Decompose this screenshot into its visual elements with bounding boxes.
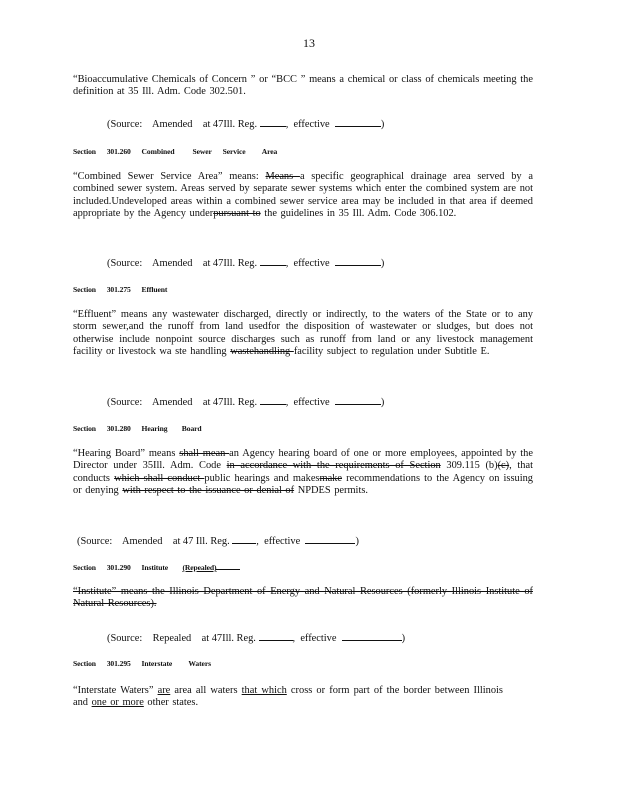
struck-text: pursuant to [213, 208, 261, 220]
definition-text: area all waters [170, 685, 242, 696]
definition-text: “Combined Sewer Service Area” means: [73, 171, 266, 182]
blank-line [335, 256, 381, 266]
source-effective: effective [300, 633, 337, 644]
source-action: Amended [152, 397, 193, 408]
source-label: (Source: [107, 258, 143, 269]
underlined-text: are [157, 685, 171, 696]
struck-text: which shall conduct [114, 472, 205, 484]
source-effective: effective [293, 258, 330, 269]
underline-rule [216, 562, 240, 570]
definition-text: public hearings and makes [204, 472, 320, 484]
section-title-word: Combined [141, 147, 175, 156]
blank-line [259, 631, 293, 641]
source-close: ) [355, 536, 359, 547]
section-word: Section [73, 659, 96, 668]
source-register: at 47Ill. Reg. [202, 119, 258, 130]
section-heading-301-260 [73, 147, 277, 156]
combined-source-note: (Source: Amended at 47Ill. Reg. , effective ) [107, 258, 385, 269]
blank-line [335, 395, 381, 405]
section-title-word: Waters [188, 659, 211, 668]
section-number: 301.260 [106, 147, 131, 156]
effluent-definition [73, 309, 533, 359]
blank-line [260, 117, 286, 127]
blank-line [232, 534, 256, 544]
source-action: Amended [152, 258, 193, 269]
source-action: Repealed [152, 633, 192, 644]
source-label: (Source: [107, 397, 143, 408]
definition-text: cross or form part of the border between Illinois and [73, 685, 503, 709]
section-heading-301-290 [73, 562, 240, 572]
institute-struck-definition: “Institute” means the Illinois Department of Energy and Natural Resources (formerly Illinois Institute of Natural Resources). [73, 586, 533, 610]
source-action: Amended [122, 536, 163, 547]
source-close: ) [380, 397, 385, 408]
definition-text: the guidelines in 35 Ill. Adm. Code 306.102. [260, 208, 457, 220]
source-register: at 47Ill. Reg. [202, 397, 258, 408]
combined-sewer-definition [73, 171, 533, 221]
underlined-text: one or more [91, 697, 144, 709]
section-title-word: Interstate [141, 659, 173, 668]
section-number: 301.290 [106, 563, 131, 572]
definition-text: “Hearing Board” means [73, 448, 180, 459]
definition-text: 309.115 (b) [440, 460, 498, 472]
source-action: Amended [152, 119, 193, 130]
section-title-word: (Repealed) [182, 563, 217, 572]
section-title-word: Effluent [141, 285, 168, 294]
underlined-text: that which [241, 685, 287, 696]
struck-text: shall mean [179, 448, 230, 459]
section-title-word: Service [222, 147, 246, 156]
struck-text: Means [265, 171, 300, 182]
institute-source-note: (Source: Repealed at 47Ill. Reg. , effective ) [107, 633, 406, 644]
section-word: Section [73, 563, 96, 572]
blank-line [260, 395, 286, 405]
definition-text: an Agency hearing board of one or more employees, appointed by the Director under 35Ill. Adm. Code [73, 448, 533, 472]
blank-line [260, 256, 286, 266]
hearing-source-note: (Source: Amended at 47 Ill. Reg. , effective ) [77, 536, 359, 547]
blank-line [305, 534, 355, 544]
section-word: Section [73, 285, 96, 294]
section-heading-301-295 [73, 659, 211, 668]
section-title-word: Board [181, 424, 202, 433]
source-label: (Source: [77, 536, 113, 547]
source-close: ) [380, 119, 385, 130]
bcc-definition: “Bioaccumulative Chemicals of Concern ” or “BCC ” means a chemical or class of chemicals meeting the definition at 35 Ill. Adm. Code 302.501. [73, 74, 533, 98]
section-title-word: Hearing [141, 424, 168, 433]
page-number: 13 [303, 36, 315, 50]
source-close: ) [401, 633, 406, 644]
struck-text: (c) [497, 460, 510, 472]
section-word: Section [73, 424, 96, 433]
section-number: 301.275 [106, 285, 131, 294]
struck-text: in accordance with the requirements of Section [226, 460, 441, 472]
struck-text: make [319, 472, 342, 484]
section-heading-301-280 [73, 424, 202, 433]
section-word: Section [73, 147, 96, 156]
source-effective: effective [293, 119, 330, 130]
definition-text: facility subject to regulation under Subtitle E. [293, 346, 490, 358]
section-heading-301-275 [73, 285, 167, 294]
definition-text: a specific geographical drainage area served by a combined sewer system. Areas served by separate sewer systems which enter the combined system are not included.Undeveloped areas within a combined sewer service area may be included in that area if deemed appropriate by the Agency under [73, 171, 533, 220]
struck-text: with respect to the issuance or denial of [122, 485, 295, 497]
effluent-source-note: (Source: Amended at 47Ill. Reg. , effective ) [107, 397, 385, 408]
source-register: at 47 Ill. Reg. [172, 536, 230, 547]
definition-text: “Effluent” means any wastewater discharged, directly or indirectly, to the waters of the State or to any storm sewer,and the runoff from land usedfor the disposition of wastewater or sludges, but does not otherwise include nonpoint source discharges such as runoff from land or any livestock management facility or livestock wa ste handling [73, 309, 533, 358]
definition-text: , that conducts [73, 460, 533, 484]
source-effective: effective [264, 536, 301, 547]
source-label: (Source: [107, 633, 143, 644]
interstate-waters-definition [73, 685, 503, 710]
source-effective: effective [293, 397, 330, 408]
definition-text: recommendations to the Agency on issuing or denying [73, 472, 533, 497]
section-number: 301.280 [106, 424, 131, 433]
bcc-source-note: (Source: Amended at 47Ill. Reg. , effective ) [107, 119, 385, 130]
source-label: (Source: [107, 119, 143, 130]
source-register: at 47Ill. Reg. [202, 258, 258, 269]
struck-text: wastehandling [230, 346, 294, 358]
section-title-word: Area [261, 147, 278, 156]
definition-text: NPDES permits. [294, 485, 368, 497]
hearing-board-definition [73, 448, 533, 498]
section-title-word: Institute [141, 563, 169, 572]
source-close: ) [380, 258, 385, 269]
definition-text: “Interstate Waters” [73, 685, 158, 696]
section-number: 301.295 [106, 659, 131, 668]
blank-line [342, 631, 402, 641]
section-title-word: Sewer [192, 147, 212, 156]
source-register: at 47Ill. Reg. [201, 633, 256, 644]
blank-line [335, 117, 381, 127]
definition-text: other states. [143, 697, 199, 709]
